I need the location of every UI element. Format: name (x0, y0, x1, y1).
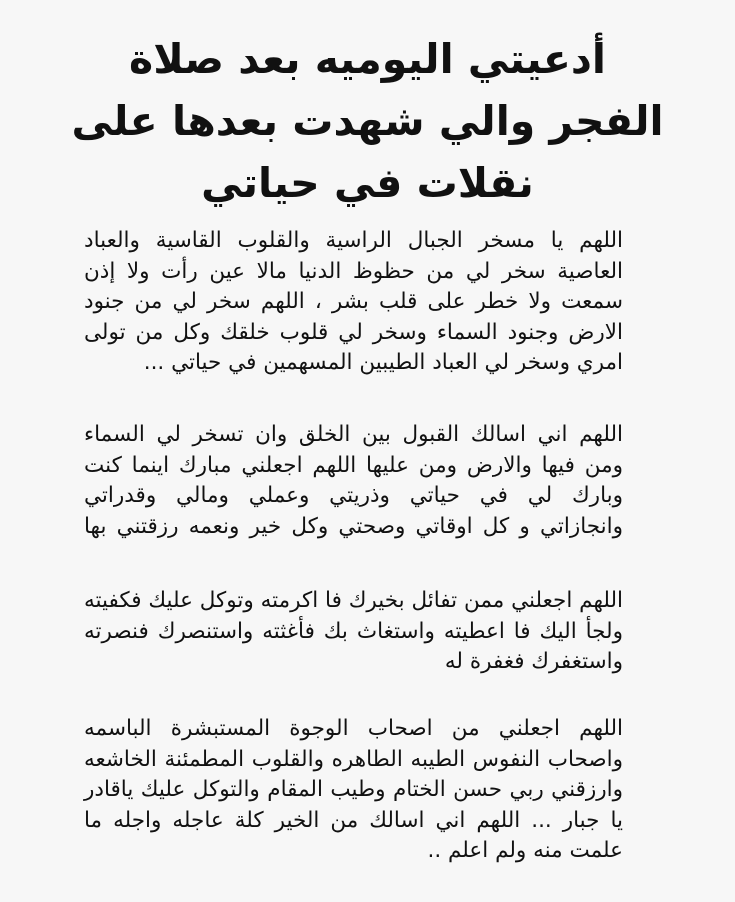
dua-paragraph-3 (84, 586, 623, 678)
page-title (60, 28, 675, 214)
title-line: الفجر والي شهدت بعدها على (71, 97, 664, 145)
title-line: نقلات في حياتي (201, 159, 534, 207)
text-line: يا جبار ... اللهم اني اسالك من الخير كلة عاجله واجله ما (84, 807, 623, 833)
text-line: امري وسخر لي العباد الطيبين المسهمين في حياتي ... (143, 350, 623, 375)
text-line: سمعت ولا خطر على قلب بشر ، اللهم سخر لي من جنود (84, 289, 623, 314)
text-line: اللهم يا مسخر الجبال الراسية والقلوب القاسية والعباد (84, 228, 623, 253)
dua-paragraph-2 (84, 420, 623, 542)
text-line: وارزقني ربي حسن الختام وطيب المقام والتوكل عليك ياقادر (84, 777, 623, 802)
text-line: الارض وجنود السماء وسخر لي قلوب خلقك وكل من تولى (84, 319, 623, 345)
text-line: واستغفرك فغفرة له (444, 649, 623, 674)
text-line: واصحاب النفوس الطيبه الطاهره والقلوب المطمئنة الخاشعه (84, 746, 623, 772)
text-line: العاصية سخر لي من حظوظ الدنيا مالا عين رأت ولا إذن (84, 258, 623, 284)
text-line: اللهم اني اسالك القبول بين الخلق وان تسخر لي السماء (84, 422, 623, 447)
dua-paragraph-1 (84, 226, 623, 379)
text-line: وانجازاتي و كل اوقاتي وصحتي وكل خير ونعمه رزقتني بها (84, 513, 623, 539)
text-line: ومن فيها والارض ومن عليها اللهم اجعلني مبارك اينما كنت (84, 452, 623, 478)
text-line: اللهم اجعلني ممن تفائل بخيرك فا اكرمته وتوكل عليك فكفيته (84, 588, 623, 613)
title-line: أدعيتي اليوميه بعد صلاة (129, 35, 606, 83)
text-line: ولجأ اليك فا اعطيته واستغاث بك فأغثته واستنصرك فنصرته (84, 618, 623, 644)
text-line: اللهم اجعلني من اصحاب الوجوة المستبشرة الباسمه (84, 716, 623, 741)
dua-paragraph-4 (84, 714, 623, 867)
text-line: علمت منه ولم اعلم .. (427, 838, 623, 863)
text-line: وبارك لي في حياتي وذريتي وعملي ومالي وقدراتي (84, 483, 623, 508)
